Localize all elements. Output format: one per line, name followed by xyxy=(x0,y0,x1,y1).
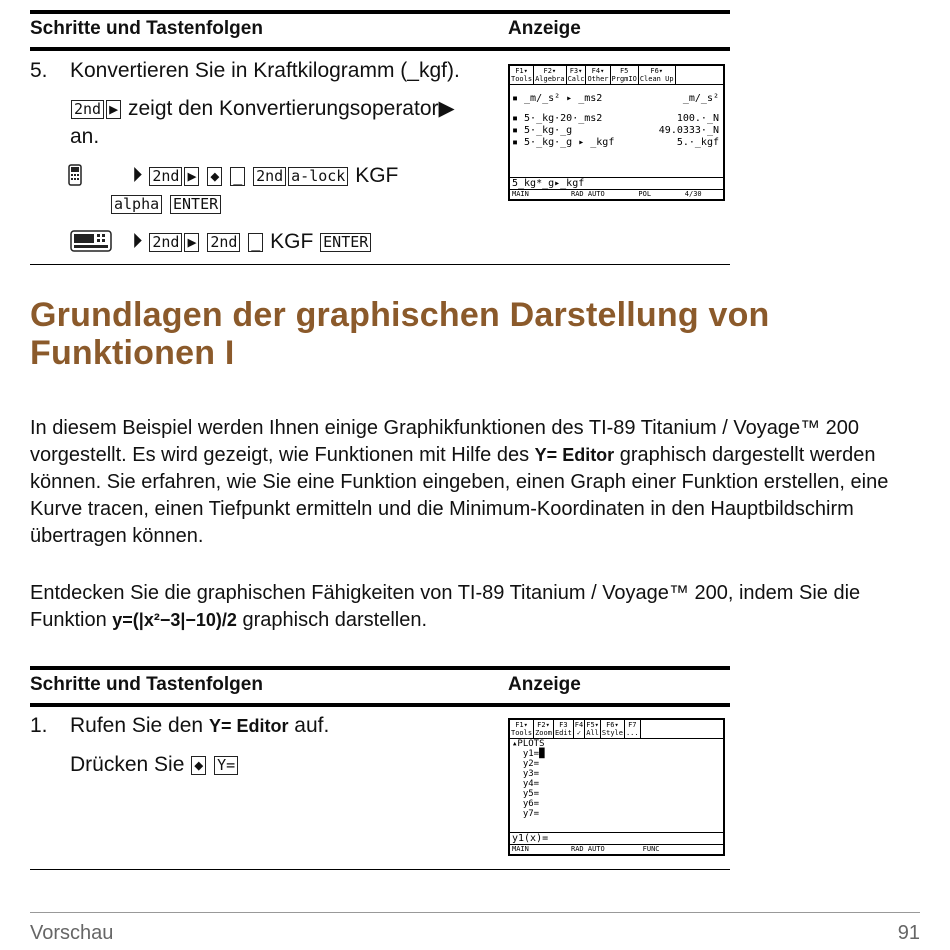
table-header-display: Anzeige xyxy=(508,674,581,695)
toolbar-key: F1▾ Tools xyxy=(511,67,533,83)
screen-row: ▪ 5·_kg·20·_ms2 100.·_N xyxy=(512,113,719,124)
intro-paragraph: In diesem Beispiel werden Ihnen einige Graphikfunktionen des TI-89 Titanium / Voyage™ 200 vorgestellt. Es wird gezeigt, wie Funktionen mit Hilfe des Y= Editor graphisch dargestellt werden können. Sie erfahren, wie Sie eine Funktion eingeben, einen Graph einer Funktion erstellen, eine Kurve tracen, einen Tiefpunkt ermitteln und die Minimum-Koordinaten in den Hauptbildschirm übertragen können. xyxy=(30,417,889,547)
calculator-screen-y-editor xyxy=(508,718,725,856)
key-right: ▶ xyxy=(184,167,199,186)
calculator-screen-home xyxy=(508,64,725,201)
rotate-icon: ⏵ xyxy=(132,164,143,187)
y-editor-row: y2= xyxy=(512,759,540,769)
y-editor-row: y7= xyxy=(512,809,540,819)
step-number: 5. xyxy=(30,59,48,82)
ti89-keystrokes xyxy=(132,162,398,189)
step-text: Konvertieren Sie in Kraftkilogramm (_kgf). xyxy=(70,59,460,82)
key-y-equals: Y= xyxy=(214,756,238,775)
screen-entry-line: 5_kg*_g▸_kgf xyxy=(510,177,723,189)
table-header-steps: Schritte und Tastenfolgen xyxy=(30,18,263,39)
screen-status-bar: MAIN RAD AUTO FUNC xyxy=(510,844,723,854)
toolbar-key: F3▾ Calc xyxy=(567,67,585,83)
keystroke-text: KGF xyxy=(270,230,314,253)
screen-entry-line: y1(x)= xyxy=(510,832,723,844)
voyage-calculator-icon xyxy=(70,230,112,257)
toolbar-key: F2▾ Algebra xyxy=(535,67,565,83)
table-header-rule xyxy=(30,703,730,707)
press-instruction: Drücken Sie ◆ Y= xyxy=(70,751,239,778)
toolbar-key: F5▾ All xyxy=(586,721,599,737)
key-alpha: alpha xyxy=(111,195,162,214)
y-editor-row: y1=█ xyxy=(512,749,545,759)
table-bottom-rule xyxy=(30,869,730,870)
key-diamond: ◆ xyxy=(191,756,206,775)
y-editor-term: Y= Editor xyxy=(208,716,289,736)
instruction-text: zeigt den Konvertierungsoperator xyxy=(127,97,439,120)
toolbar-key: F2▾ Zoom xyxy=(535,721,552,737)
toolbar-key: F4▾ Other xyxy=(587,67,609,83)
step-number: 1. xyxy=(30,714,48,737)
table-top-rule xyxy=(30,666,730,670)
table-bottom-rule xyxy=(30,264,730,265)
toolbar-key: F1▾ Tools xyxy=(511,721,533,737)
screen-toolbar xyxy=(510,720,723,739)
key-right: ▶ xyxy=(106,100,121,119)
key-right: ▶ xyxy=(184,233,199,252)
toolbar-key: F5 PrgmIO xyxy=(611,67,637,83)
key-underscore: _ xyxy=(248,233,263,252)
ti89-keystrokes-cont xyxy=(110,190,222,217)
y-editor-row: y4= xyxy=(512,779,540,789)
y-editor-term: Y= Editor xyxy=(534,445,615,465)
key-2nd: 2nd xyxy=(71,100,104,119)
key-enter: ENTER xyxy=(320,233,371,252)
key-diamond: ◆ xyxy=(207,167,222,186)
arrow-glyph: ▶ xyxy=(438,97,455,120)
rotate-icon: ⏵ xyxy=(132,230,143,253)
step-instruction xyxy=(70,95,455,122)
key-enter: ENTER xyxy=(170,195,221,214)
toolbar-key: F4 ✓ xyxy=(574,721,584,737)
key-a-lock: a-lock xyxy=(288,167,348,186)
screen-toolbar xyxy=(510,66,723,85)
toolbar-key: F3 Edit xyxy=(554,721,572,737)
ti89-calculator-icon xyxy=(68,164,82,191)
table-header-rule xyxy=(30,47,730,51)
discover-paragraph: Entdecken Sie die graphischen Fähigkeiten von TI-89 Titanium / Voyage™ 200, indem Sie die Funktion y=(|x²−3|−10)/2 graphisch darstellen. xyxy=(30,582,861,631)
table-top-rule xyxy=(30,10,730,14)
screen-status-bar: MAIN RAD AUTO POL 4/30 xyxy=(510,189,723,199)
table-header-display: Anzeige xyxy=(508,18,581,39)
y-editor-row: y6= xyxy=(512,799,540,809)
key-2nd: 2nd xyxy=(207,233,240,252)
key-2nd: 2nd xyxy=(149,233,182,252)
table-header-steps: Schritte und Tastenfolgen xyxy=(30,674,263,695)
screen-row: ▪ 5·_kg·_g ▸ _kgf 5.·_kgf xyxy=(512,137,719,148)
instruction-cont: an. xyxy=(70,125,100,148)
screen-row: ▪ _m/_s² ▸ _ms2 _m/_s² xyxy=(512,93,719,104)
page-number: 91 xyxy=(897,922,920,944)
footer-rule xyxy=(30,912,920,913)
toolbar-key: F7 ... xyxy=(625,721,639,737)
screen-row: ▪ 5·_kg·_g 49.0333·_N xyxy=(512,125,719,136)
key-2nd: 2nd xyxy=(149,167,182,186)
toolbar-key: F6▾ Style xyxy=(601,721,623,737)
y-editor-row: ▴PLOTS xyxy=(512,739,545,749)
function-formula: y=(|x²−3|−10)/2 xyxy=(112,610,237,630)
key-2nd: 2nd xyxy=(253,167,286,186)
y-editor-list xyxy=(510,739,723,819)
y-editor-row: y5= xyxy=(512,789,540,799)
keystroke-text: KGF xyxy=(355,164,399,187)
step-text: Rufen Sie den Y= Editor auf. xyxy=(70,714,330,737)
section-title: Grundlagen der graphischen Darstellung von Funktionen I xyxy=(30,296,770,372)
toolbar-key: F6▾ Clean Up xyxy=(639,67,674,83)
key-underscore: _ xyxy=(230,167,245,186)
y-editor-row: y3= xyxy=(512,769,540,779)
voyage-keystrokes xyxy=(132,228,372,255)
footer-label: Vorschau xyxy=(30,922,114,944)
